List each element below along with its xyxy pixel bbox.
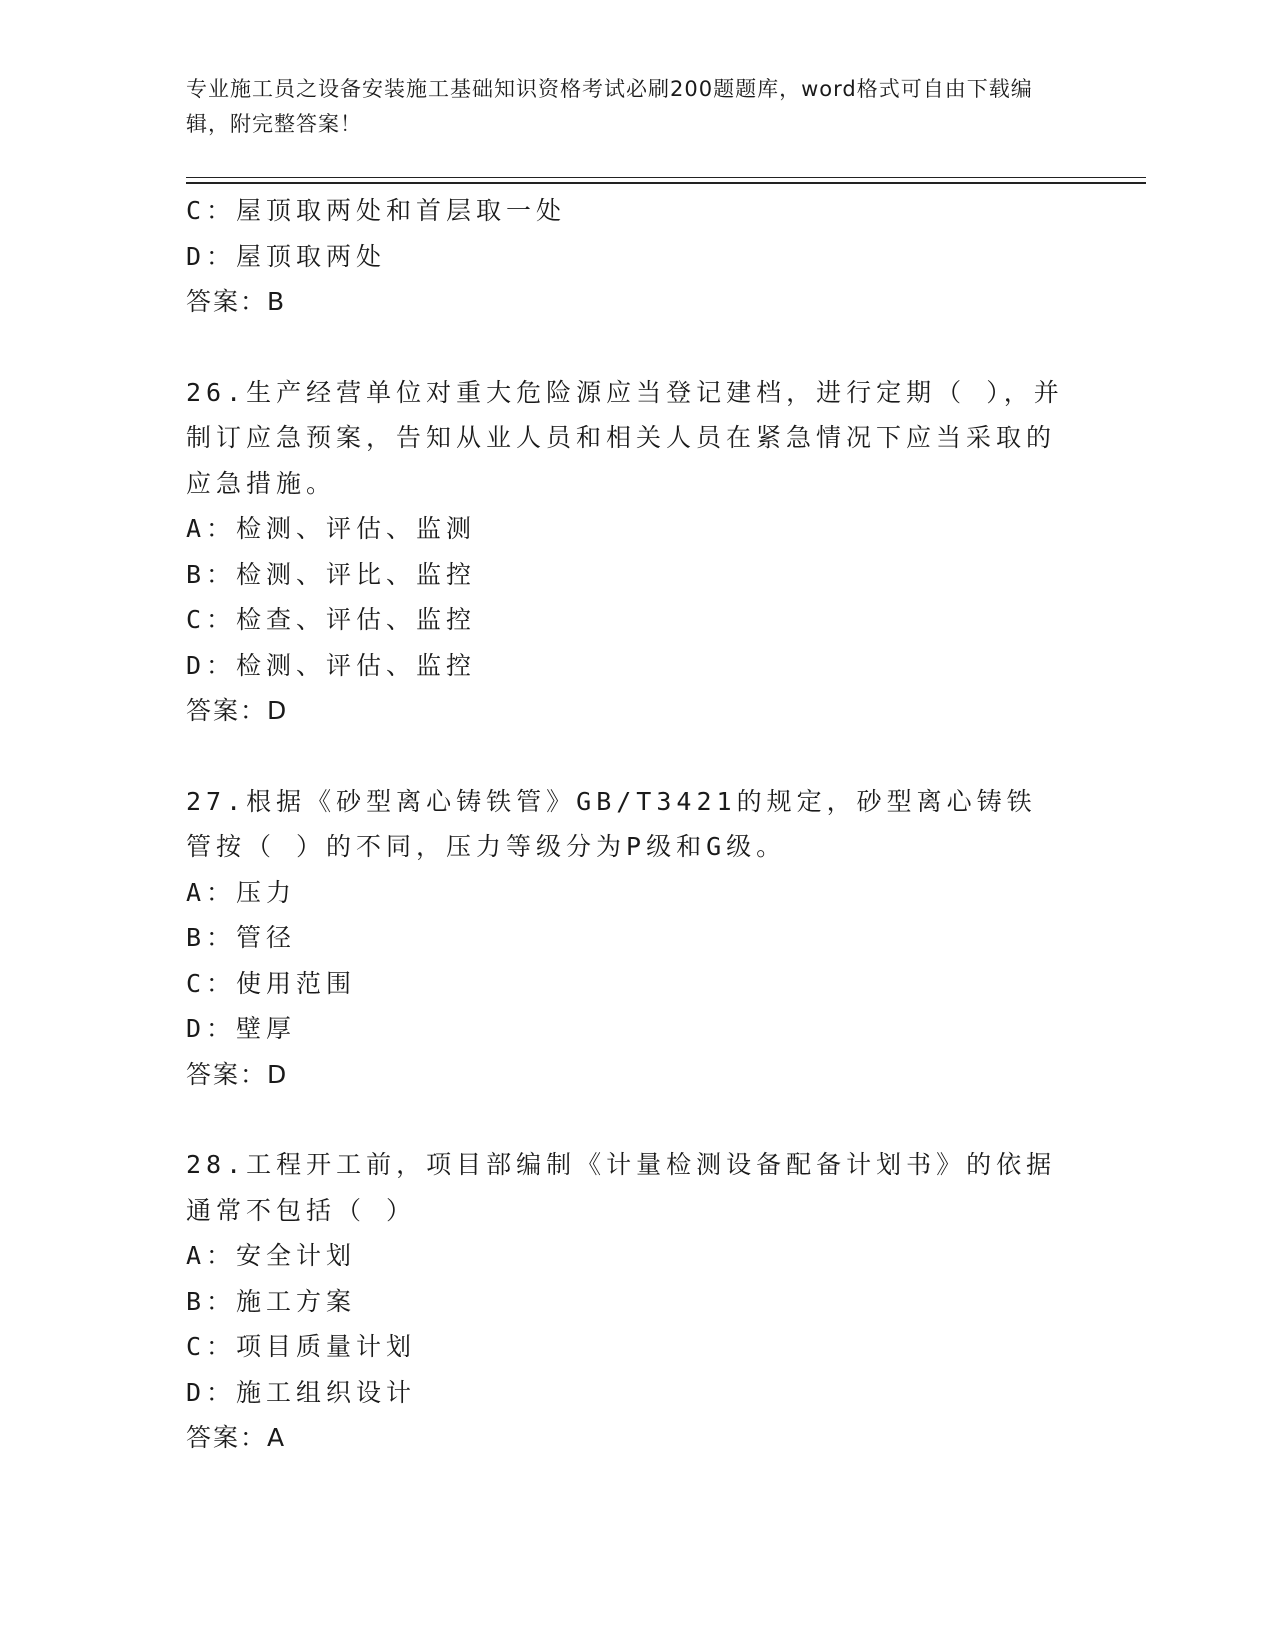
option-c: C：检查、评估、监控 <box>186 605 477 634</box>
option-c: C：使用范围 <box>186 968 357 998</box>
answer-line: 答案：A <box>186 1423 287 1452</box>
answer-line: 答案：D <box>186 696 289 725</box>
option-b: B：施工方案 <box>186 1286 357 1316</box>
header-divider-thick <box>186 182 1146 184</box>
question-stem: 26.生产经营单位对重大危险源应当登记建档，进行定期（ ），并制订应急预案，告知从业人员和相关人员在紧急情况下应当采取的应急措施。 <box>186 377 1064 498</box>
option-c: C：项目质量计划 <box>186 1332 417 1361</box>
spacer <box>186 1097 1066 1142</box>
header-divider-thin <box>186 177 1146 178</box>
spacer <box>186 734 1066 779</box>
option-b: B：检测、评比、监控 <box>186 559 477 589</box>
spacer <box>186 325 1066 370</box>
question-27 <box>186 779 1066 1098</box>
option-a: A：压力 <box>186 877 297 907</box>
option-c: C：屋顶取两处和首层取一处 <box>186 196 567 225</box>
document-header: 专业施工员之设备安装施工基础知识资格考试必刷200题题库，word格式可自由下载编辑，附完整答案！ <box>186 77 1033 136</box>
question-28 <box>186 1142 1066 1461</box>
answer-line: 答案：D <box>186 1059 289 1089</box>
option-d: D：检测、评估、监控 <box>186 650 477 680</box>
option-d: D：施工组织设计 <box>186 1377 417 1407</box>
question-stem: 27.根据《砂型离心铸铁管》GB/T3421的规定，砂型离心铸铁管按（ ）的不同，压力等级分为P级和G级。 <box>186 786 1037 861</box>
answer-line: 答案：B <box>186 287 287 316</box>
question-content <box>186 188 1066 1461</box>
question-26 <box>186 370 1066 734</box>
question-stem: 28.工程开工前，项目部编制《计量检测设备配备计划书》的依据通常不包括（ ） <box>186 1150 1057 1225</box>
option-b: B：管径 <box>186 923 297 952</box>
option-d: D：壁厚 <box>186 1014 297 1043</box>
option-a: A：检测、评估、监测 <box>186 514 477 543</box>
question-25-tail <box>186 188 1066 325</box>
option-a: A：安全计划 <box>186 1241 357 1270</box>
option-d: D：屋顶取两处 <box>186 241 387 271</box>
